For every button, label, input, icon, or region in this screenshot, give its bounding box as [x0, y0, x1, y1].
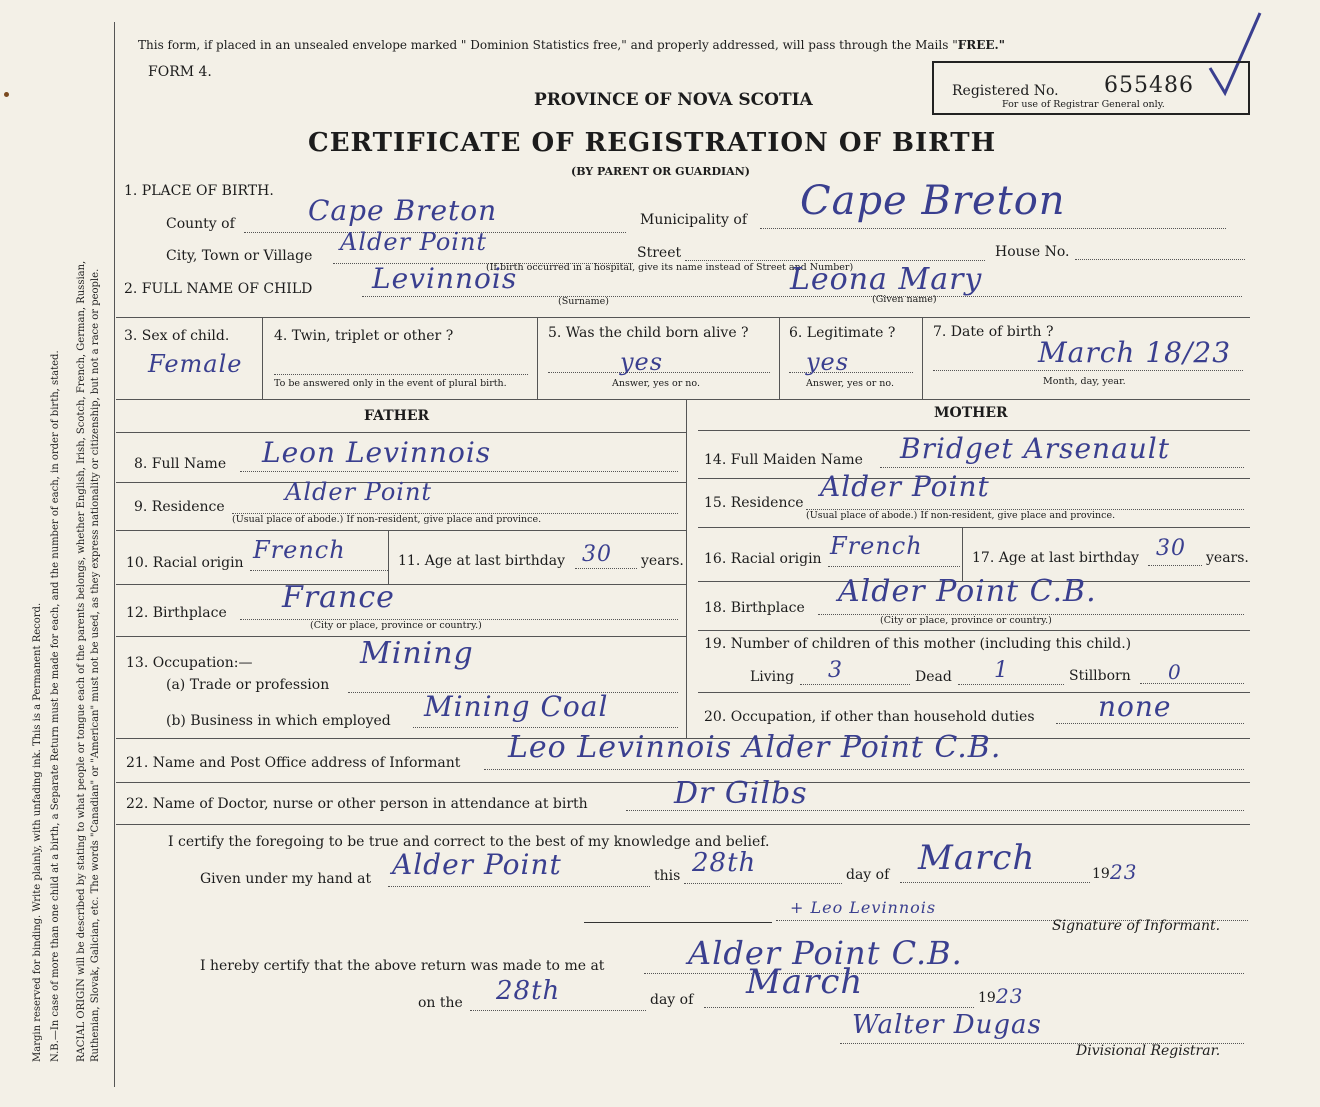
father-business-value: Mining Coal — [424, 690, 609, 723]
margin-border — [114, 22, 115, 1087]
street-label: Street — [637, 245, 682, 261]
mother-birthplace-value: Alder Point C.B. — [838, 574, 1097, 609]
mother-occ-value: none — [1098, 690, 1172, 723]
informant-signature-label: Signature of Informant. — [1052, 918, 1221, 934]
mother-race-label: 16. Racial origin — [704, 551, 822, 567]
father-race-value: French — [253, 536, 346, 564]
registrar-place-value: Alder Point C.B. — [688, 934, 963, 972]
dob-value: March 18/23 — [1038, 336, 1232, 369]
year-value: 23 — [1110, 860, 1138, 884]
hospital-note: (If birth occurred in a hospital, give its name instead of Street and Number) — [486, 262, 854, 273]
legit-note: Answer, yes or no. — [806, 378, 895, 389]
registrar-day-value: 28th — [496, 976, 561, 1006]
day-value: 28th — [692, 848, 757, 878]
margin-note-1: Margin reserved for binding. Write plainly, with unfading ink. This is a Permanent Record. — [32, 602, 43, 1062]
given-note: (Given name) — [872, 294, 937, 305]
form-number: FORM 4. — [148, 64, 212, 80]
mother-birthplace-note: (City or place, province or country.) — [880, 615, 1052, 626]
municipality-value: Cape Breton — [800, 178, 1066, 224]
dob-label: 7. Date of birth ? — [933, 324, 1054, 340]
given-place-value: Alder Point — [392, 848, 562, 881]
certificate-title: CERTIFICATE OF REGISTRATION OF BIRTH — [308, 128, 997, 158]
mother-birthplace-label: 18. Birthplace — [704, 600, 805, 616]
year-prefix: 19 — [1092, 866, 1110, 882]
father-occ-label: 13. Occupation:— — [126, 655, 253, 671]
father-birthplace-value: France — [282, 580, 395, 615]
punch-hole-icon — [4, 92, 9, 97]
registrar-signature: Walter Dugas — [852, 1010, 1042, 1040]
father-age-unit: years. — [641, 553, 684, 569]
margin-note-2: N.B.—In case of more than one child at a birth, a Separate Return must be made for each, and the number of each, in order of birth, stated. — [50, 350, 61, 1062]
alive-note: Answer, yes or no. — [612, 378, 701, 389]
mail-note — [138, 38, 1005, 52]
registrar-year-value: 23 — [996, 984, 1024, 1008]
registered-box — [932, 61, 1250, 115]
father-birthplace-note: (City or place, province or country.) — [310, 620, 482, 631]
business-label: (b) Business in which employed — [166, 713, 391, 729]
on-label: on the — [418, 995, 463, 1011]
doctor-value: Dr Gilbs — [674, 776, 808, 811]
father-race-label: 10. Racial origin — [126, 555, 244, 571]
registered-value: 655486 — [1104, 73, 1194, 98]
alive-label: 5. Was the child born alive ? — [548, 325, 749, 341]
registrar-year-prefix: 19 — [978, 990, 996, 1006]
sex-value: Female — [148, 350, 243, 378]
informant-label: 21. Name and Post Office address of Informant — [126, 755, 461, 771]
mother-heading: MOTHER — [934, 405, 1008, 421]
registrar-signature-label: Divisional Registrar. — [1076, 1043, 1221, 1059]
alive-value: yes — [620, 348, 664, 376]
sex-label: 3. Sex of child. — [124, 328, 230, 344]
twin-label: 4. Twin, triplet or other ? — [274, 328, 454, 344]
child-name-label: 2. FULL NAME OF CHILD — [124, 281, 313, 297]
father-age-label: 11. Age at last birthday — [398, 553, 566, 569]
father-name-label: 8. Full Name — [134, 456, 227, 472]
this-label: this — [654, 868, 681, 884]
mother-age-label: 17. Age at last birthday — [972, 550, 1140, 566]
registrar-day-of-label: day of — [650, 992, 694, 1008]
province-title: PROVINCE OF NOVA SCOTIA — [534, 90, 813, 110]
month-value: March — [918, 838, 1036, 878]
day-of-label: day of — [846, 867, 890, 883]
father-birthplace-label: 12. Birthplace — [126, 605, 227, 621]
registered-label: Registered No. — [952, 83, 1059, 99]
mother-res-value: Alder Point — [820, 470, 990, 503]
dead-label: Dead — [915, 669, 952, 685]
mother-name-label: 14. Full Maiden Name — [704, 452, 863, 468]
mother-age-unit: years. — [1206, 550, 1249, 566]
surname-note: (Surname) — [558, 296, 609, 307]
father-res-value: Alder Point — [285, 478, 433, 506]
stillborn-value: 0 — [1168, 660, 1182, 684]
mail-note-text: This form, if placed in an unsealed envelope marked " Dominion Statistics free," and properly addressed, will pass through the Mails " — [138, 38, 958, 52]
father-name-value: Leon Levinnois — [262, 436, 492, 469]
mother-res-note: (Usual place of abode.) If non-resident, give place and province. — [806, 510, 1116, 521]
father-heading: FATHER — [364, 408, 430, 424]
mother-race-value: French — [830, 532, 923, 560]
legit-label: 6. Legitimate ? — [789, 325, 896, 341]
father-age-value: 30 — [582, 542, 612, 567]
child-given-name: Leona Mary — [790, 262, 983, 297]
father-res-label: 9. Residence — [134, 499, 225, 515]
dob-note: Month, day, year. — [1043, 376, 1126, 387]
county-value: Cape Breton — [308, 194, 498, 227]
county-label: County of — [166, 216, 235, 232]
doctor-label: 22. Name of Doctor, nurse or other person in attendance at birth — [126, 796, 588, 812]
house-label: House No. — [995, 244, 1070, 260]
city-value: Alder Point — [340, 228, 488, 256]
margin-note-3: RACIAL ORIGIN will be described by stating to what people or tongue each of the parents belongs, whether English, Irish, Scotch, French, German, Russian, — [76, 260, 87, 1062]
certify-statement: I certify the foregoing to be true and correct to the best of my knowledge and belief. — [168, 834, 770, 850]
registrar-statement: I hereby certify that the above return was made to me at — [200, 958, 605, 974]
informant-signature: + Leo Levinnois — [790, 898, 937, 917]
registrar-month-value: March — [746, 962, 864, 1002]
legit-value: yes — [806, 348, 850, 376]
mother-occ-label: 20. Occupation, if other than household duties — [704, 709, 1035, 725]
informant-value: Leo Levinnois Alder Point C.B. — [508, 730, 1002, 765]
margin-note-4: Ruthenian, Slovak, Galician, etc. The words "Canadian" or "American" must not be used, as they express nationality or citizenship, but not a race or people. — [90, 268, 101, 1062]
mother-res-label: 15. Residence — [704, 495, 804, 511]
father-res-note: (Usual place of abode.) If non-resident, give place and province. — [232, 514, 542, 525]
certificate-subtitle: (BY PARENT OR GUARDIAN) — [571, 165, 750, 178]
twin-note: To be answered only in the event of plural birth. — [274, 378, 507, 389]
registered-note: For use of Registrar General only. — [1002, 99, 1165, 110]
trade-label: (a) Trade or profession — [166, 677, 330, 693]
municipality-label: Municipality of — [640, 212, 748, 228]
living-label: Living — [750, 669, 795, 685]
mail-free: FREE." — [957, 38, 1005, 52]
city-label: City, Town or Village — [166, 248, 313, 264]
mother-name-value: Bridget Arsenault — [900, 432, 1170, 465]
mother-age-value: 30 — [1156, 536, 1186, 561]
given-label: Given under my hand at — [200, 871, 372, 887]
children-label: 19. Number of children of this mother (including this child.) — [704, 636, 1132, 652]
stillborn-label: Stillborn — [1069, 668, 1131, 684]
dead-value: 1 — [994, 658, 1009, 683]
child-surname: Levinnois — [372, 262, 518, 295]
living-value: 3 — [828, 658, 843, 683]
place-heading: 1. PLACE OF BIRTH. — [124, 183, 274, 199]
father-occ-value: Mining — [360, 636, 474, 671]
